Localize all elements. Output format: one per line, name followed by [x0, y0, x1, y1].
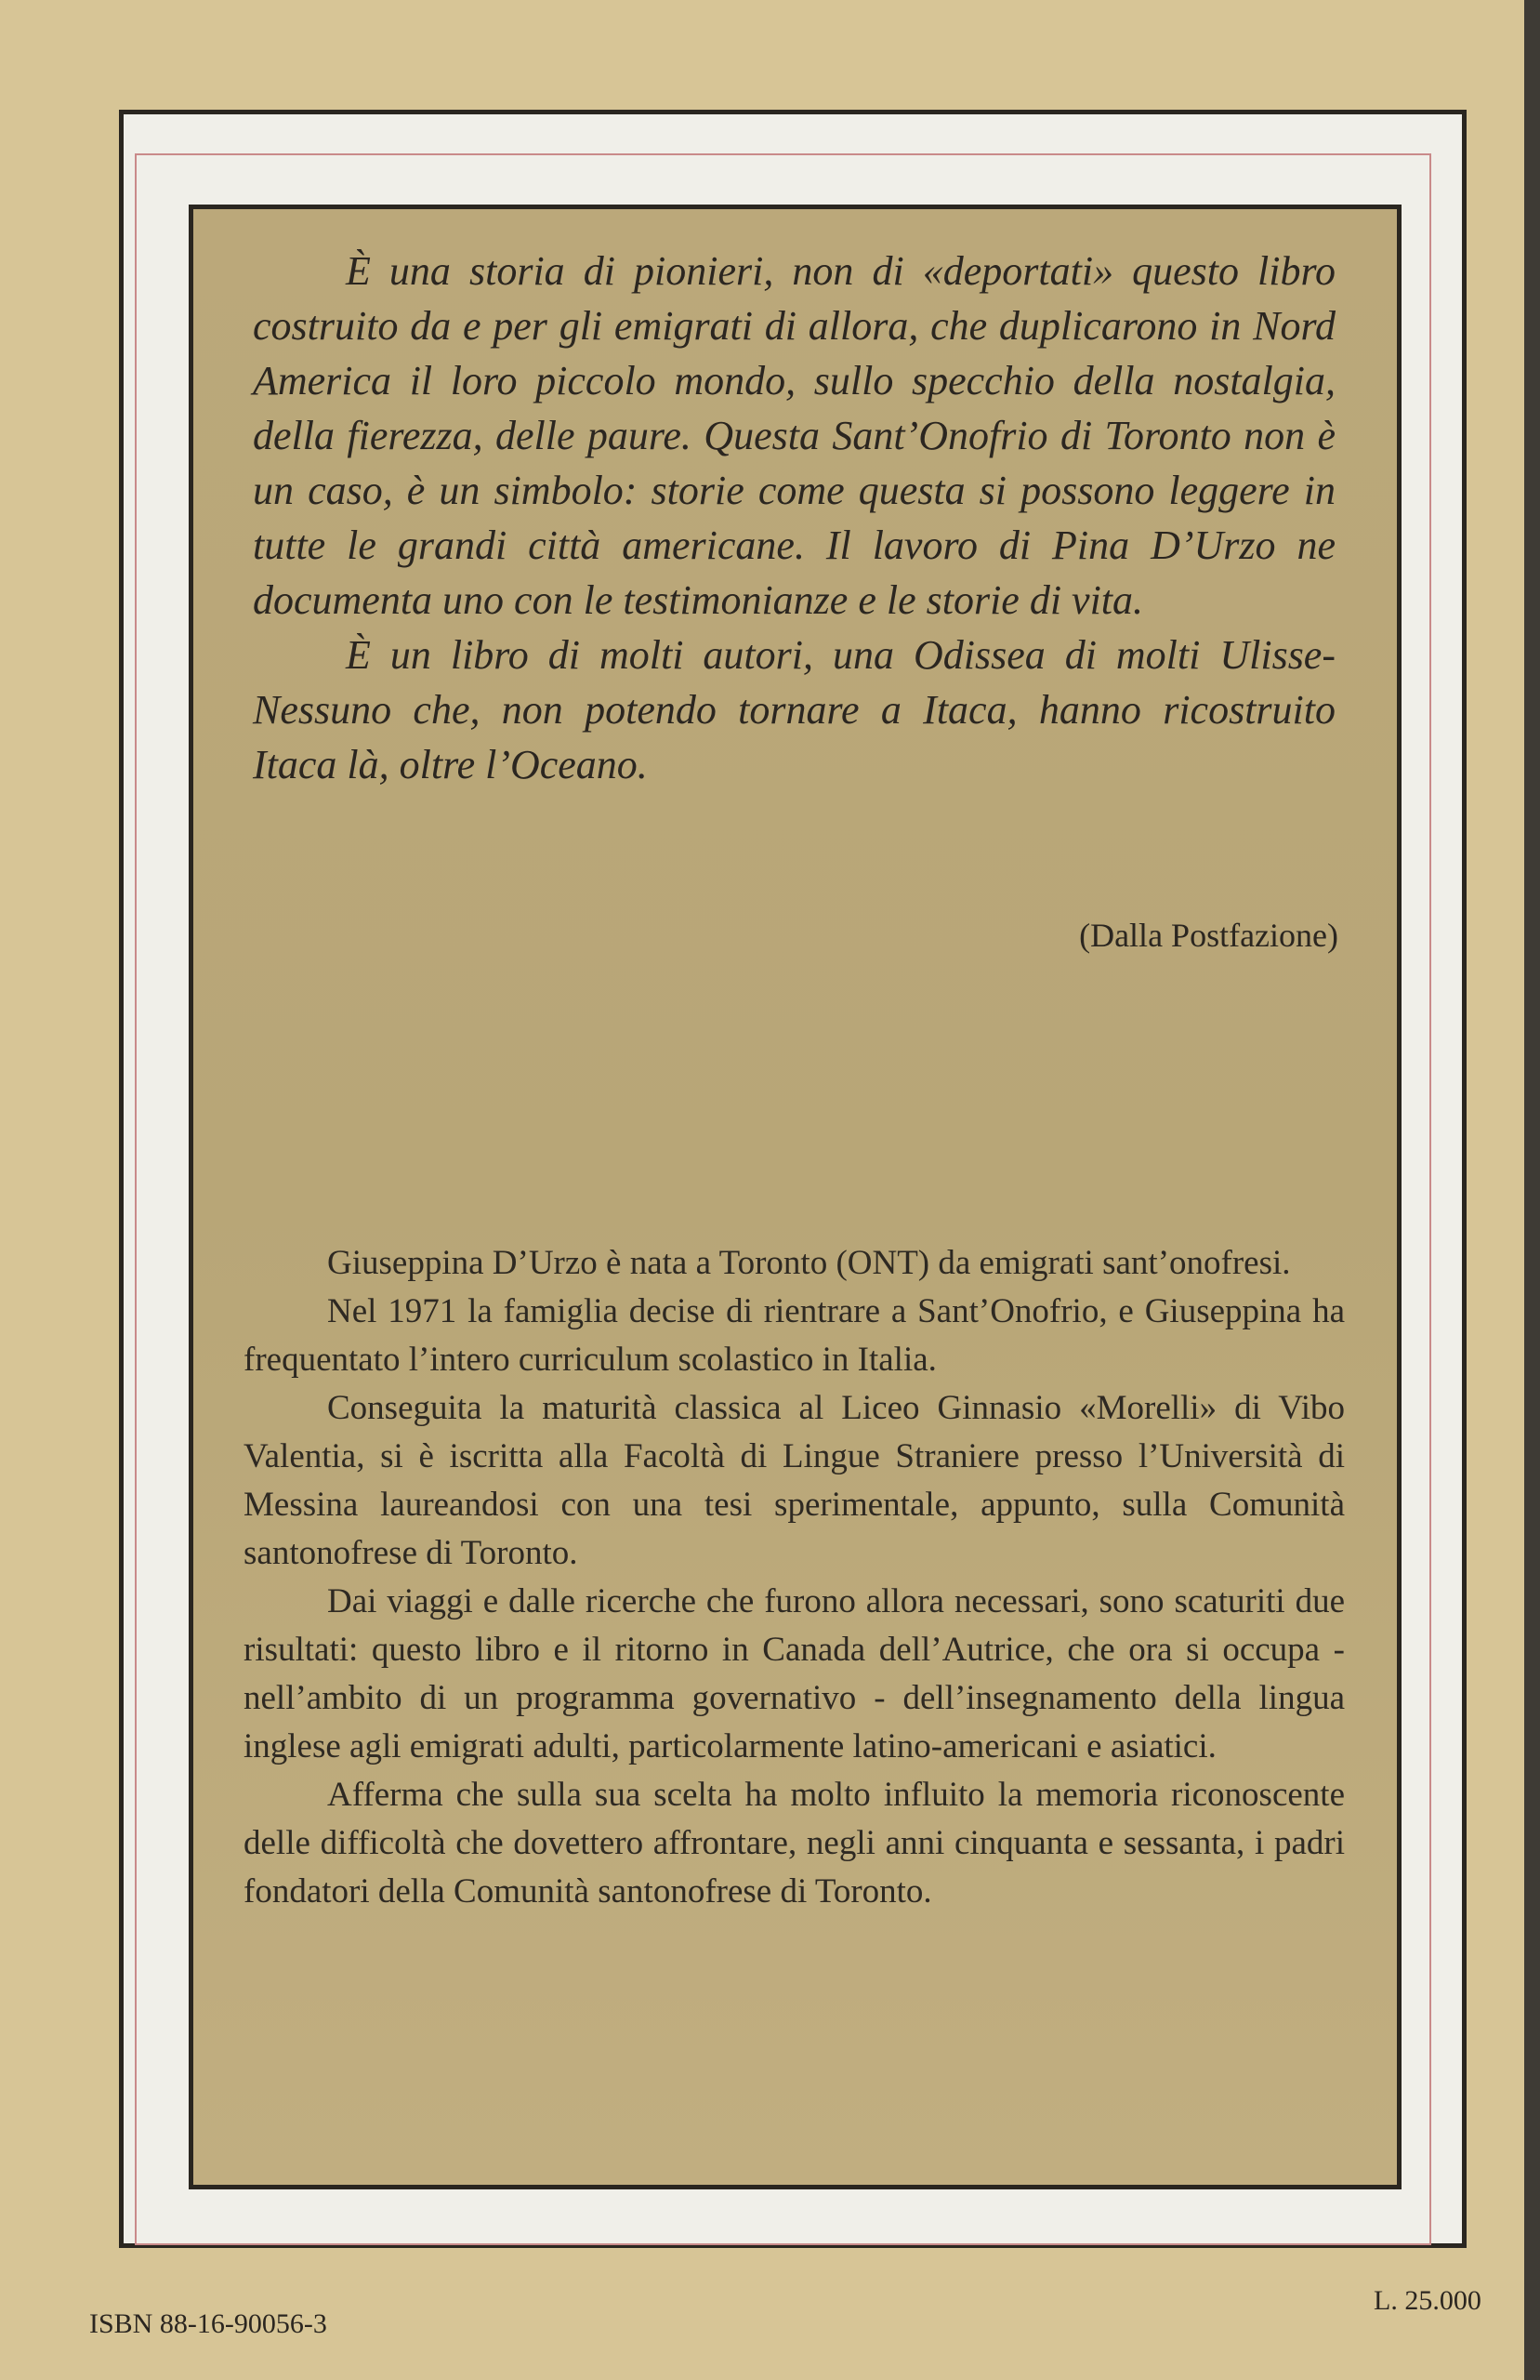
bio-paragraph: Giuseppina D’Urzo è nata a Toronto (ONT) da emigrati sant’onofresi. [327, 1244, 1291, 1282]
isbn-number: ISBN 88-16-90056-3 [89, 2308, 327, 2339]
blurb-quote [253, 244, 1336, 792]
blurb-paragraph: È un libro di molti autori, una Odissea di molti Ulisse-Nessuno che, non potendo tornare a Itaca, hanno ricostruito Itaca là, oltre l’Oceano. [253, 632, 1336, 787]
quote-source: (Dalla Postfazione) [1079, 917, 1338, 954]
bio-paragraph: Conseguita la maturità classica al Liceo Ginnasio «Morelli» di Vibo Valentia, si è iscritta alla Facoltà di Lingue Straniere presso l’Università di Messina laureandosi con una tesi sperimentale, appunto, sulla Comunità santonofrese di Toronto. [244, 1389, 1345, 1572]
bio-paragraph: Dai viaggi e dalle ricerche che furono allora necessari, sono scaturiti due risultati: questo libro e il ritorno in Canada dell’Autrice, che ora si occupa - nell’ambito di un programma governativo - dell’insegnamento della lingua inglese agli emigrati adulti, particolarmente latino-americani e asiatici. [244, 1582, 1345, 1765]
bio-paragraph: Nel 1971 la famiglia decise di rientrare a Sant’Onofrio, e Giuseppina ha frequentato l’intero curriculum scolastico in Italia. [244, 1292, 1345, 1379]
price-label: L. 25.000 [1374, 2285, 1481, 2316]
background-edge [1524, 0, 1540, 2380]
blurb-paragraph: È una storia di pionieri, non di «deportati» questo libro costruito da e per gli emigrati di allora, che duplicarono in Nord America il loro piccolo mondo, sullo specchio della nostalgia, della fierezza, delle paure. Questa Sant’Onofrio di Toronto non è un caso, è un simbolo: storie come questa si possono leggere in tutte le grandi città americane. Il lavoro di Pina D’Urzo ne documenta uno con le testimonianze e le storie di vita. [253, 248, 1336, 623]
author-bio [244, 1239, 1345, 1916]
bio-paragraph: Afferma che sulla sua scelta ha molto influito la memoria riconoscente delle difficoltà che dovettero affrontare, negli anni cinquanta e sessanta, i padri fondatori della Comunità santonofrese di Toronto. [244, 1776, 1345, 1911]
